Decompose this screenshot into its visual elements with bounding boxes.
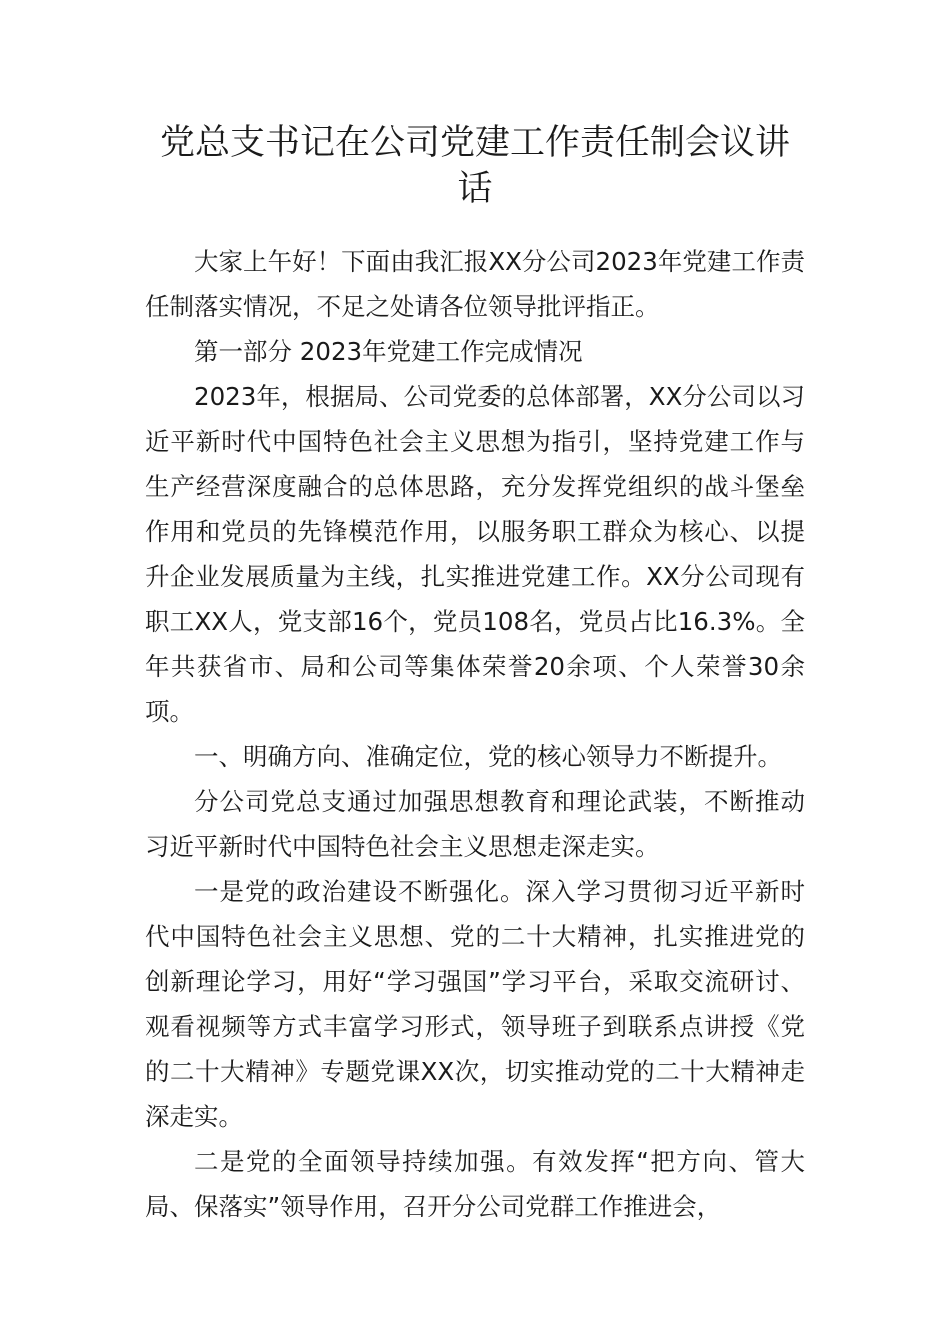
- document-title: 党总支书记在公司党建工作责任制会议讲话: [159, 123, 790, 209]
- document-body: [145, 239, 805, 1229]
- paragraph-political-building: 一是党的政治建设不断强化。深入学习贯彻习近平新时代中国特色社会主义思想、党的二十大精神，扎实推进党的创新理论学习，用好“学习强国”学习平台，采取交流研讨、观看视频等方式丰富学习形式，领导班子到联系点讲授《党的二十大精神》专题党课XX次，切实推动党的二十大精神走深走实。: [145, 877, 805, 1131]
- paragraph-overview: 2023年，根据局、公司党委的总体部署，XX分公司以习近平新时代中国特色社会主义思想为指引，坚持党建工作与生产经营深度融合的总体思路，充分发挥党组织的战斗堡垒作用和党员的先锋模范作用，以服务职工群众为核心、以提升企业发展质量为主线，扎实推进党建工作。XX分公司现有职工XX人，党支部16个，党员108名，党员占比16.3%。全年共获省市、局和公司等集体荣誉20余项、个人荣誉30余项。: [145, 382, 805, 726]
- section-heading-part-one: 第一部分 2023年党建工作完成情况: [194, 337, 583, 366]
- paragraph-greeting: 大家上午好！下面由我汇报XX分公司2023年党建工作责任制落实情况，不足之处请各位领导批评指正。: [145, 247, 805, 321]
- section-heading-one: 一、明确方向、准确定位，党的核心领导力不断提升。: [194, 742, 782, 771]
- paragraph-theory: 分公司党总支通过加强思想教育和理论武装，不断推动习近平新时代中国特色社会主义思想走深走实。: [145, 787, 805, 861]
- paragraph-leadership: 二是党的全面领导持续加强。有效发挥“把方向、管大局、保落实”领导作用，召开分公司党群工作推进会，: [145, 1147, 805, 1221]
